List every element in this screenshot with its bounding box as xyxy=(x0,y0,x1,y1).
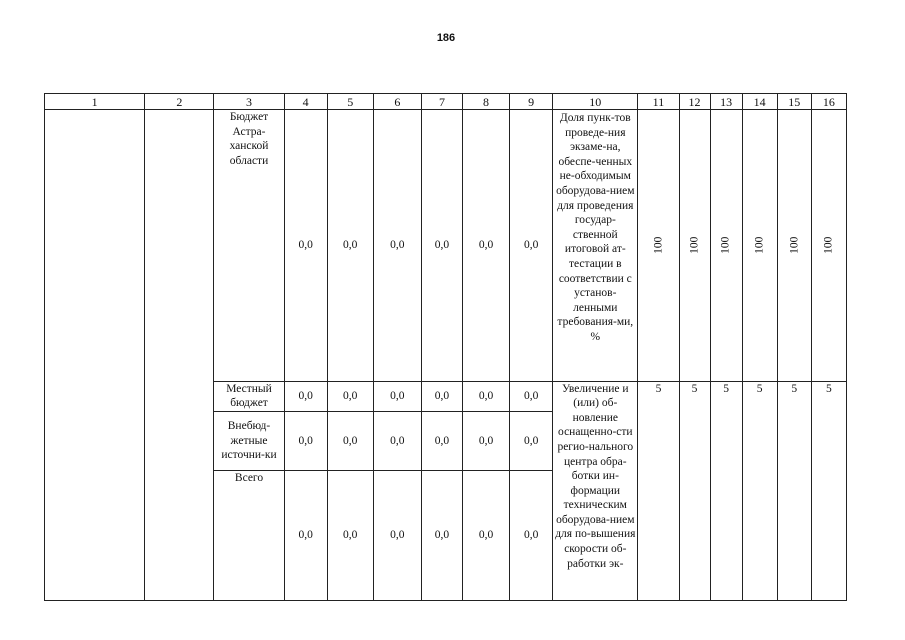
value-cell: 0,0 xyxy=(463,471,510,601)
indicator-value: 100 xyxy=(719,236,732,254)
funding-source-cell: Внебюд-жетные источни-ки xyxy=(214,411,284,470)
column-header: 8 xyxy=(463,94,510,110)
value-cell: 0,0 xyxy=(327,110,373,382)
funding-source-cell: Бюджет Астра-ханской области xyxy=(214,110,284,382)
column-header: 13 xyxy=(710,94,742,110)
cell-col1-empty xyxy=(45,110,145,601)
value-cell: 0,0 xyxy=(421,471,462,601)
table-row xyxy=(45,110,847,382)
value-cell: 0,0 xyxy=(373,411,421,470)
cell-col2-empty xyxy=(145,110,214,601)
indicator-text-cell: Увеличение и (или) об-новление оснащенно-сти регио-нального центра обра-ботки ин-формации техническим оборудова-нием для по-вышения скорости об-работки эк- xyxy=(553,381,638,600)
column-header: 2 xyxy=(145,94,214,110)
column-header: 4 xyxy=(284,94,327,110)
column-header: 3 xyxy=(214,94,284,110)
indicator-value-cell xyxy=(710,110,742,382)
column-header: 10 xyxy=(553,94,638,110)
value-cell: 0,0 xyxy=(421,411,462,470)
value-cell: 0,0 xyxy=(463,381,510,411)
indicator-value-cell xyxy=(777,110,811,382)
indicator-value-cell xyxy=(742,110,777,382)
indicator-value-cell: 5 xyxy=(777,381,811,600)
column-header: 14 xyxy=(742,94,777,110)
column-header: 1 xyxy=(45,94,145,110)
indicator-value-cell: 5 xyxy=(742,381,777,600)
page-number: 186 xyxy=(436,32,456,44)
indicator-value-cell: 5 xyxy=(638,381,679,600)
value-cell: 0,0 xyxy=(284,471,327,601)
indicator-value-cell xyxy=(638,110,679,382)
value-cell: 0,0 xyxy=(284,110,327,382)
column-header: 15 xyxy=(777,94,811,110)
column-header: 16 xyxy=(811,94,846,110)
value-cell: 0,0 xyxy=(510,381,553,411)
budget-indicator-table xyxy=(44,93,847,601)
value-cell: 0,0 xyxy=(327,411,373,470)
indicator-value-cell: 5 xyxy=(811,381,846,600)
column-header: 6 xyxy=(373,94,421,110)
value-cell: 0,0 xyxy=(373,471,421,601)
value-cell: 0,0 xyxy=(373,110,421,382)
value-cell: 0,0 xyxy=(510,471,553,601)
indicator-text-cell: Доля пунк-тов проведе-ния экзаме-на, обеспе-ченных не-обходимым оборудова-нием для проведения государ-ственной итоговой ат-тестации в соответствии с установ-ленными требования-ми, % xyxy=(553,110,638,382)
funding-source-cell: Всего xyxy=(214,471,284,601)
indicator-value-cell: 5 xyxy=(679,381,710,600)
value-cell: 0,0 xyxy=(373,381,421,411)
indicator-value: 100 xyxy=(652,236,665,254)
value-cell: 0,0 xyxy=(327,471,373,601)
value-cell: 0,0 xyxy=(510,411,553,470)
value-cell: 0,0 xyxy=(463,411,510,470)
indicator-value-cell: 5 xyxy=(710,381,742,600)
column-number-header xyxy=(45,94,847,110)
indicator-value: 100 xyxy=(787,236,800,254)
value-cell: 0,0 xyxy=(421,381,462,411)
column-header: 12 xyxy=(679,94,710,110)
indicator-value-cell xyxy=(679,110,710,382)
column-header: 5 xyxy=(327,94,373,110)
column-header: 11 xyxy=(638,94,679,110)
value-cell: 0,0 xyxy=(510,110,553,382)
value-cell: 0,0 xyxy=(284,411,327,470)
value-cell: 0,0 xyxy=(327,381,373,411)
indicator-value-cell xyxy=(811,110,846,382)
funding-source-cell: Местный бюджет xyxy=(214,381,284,411)
value-cell: 0,0 xyxy=(421,110,462,382)
indicator-value: 100 xyxy=(822,236,835,254)
indicator-value: 100 xyxy=(688,236,701,254)
indicator-value: 100 xyxy=(753,236,766,254)
value-cell: 0,0 xyxy=(284,381,327,411)
value-cell: 0,0 xyxy=(463,110,510,382)
column-header: 7 xyxy=(421,94,462,110)
column-header: 9 xyxy=(510,94,553,110)
